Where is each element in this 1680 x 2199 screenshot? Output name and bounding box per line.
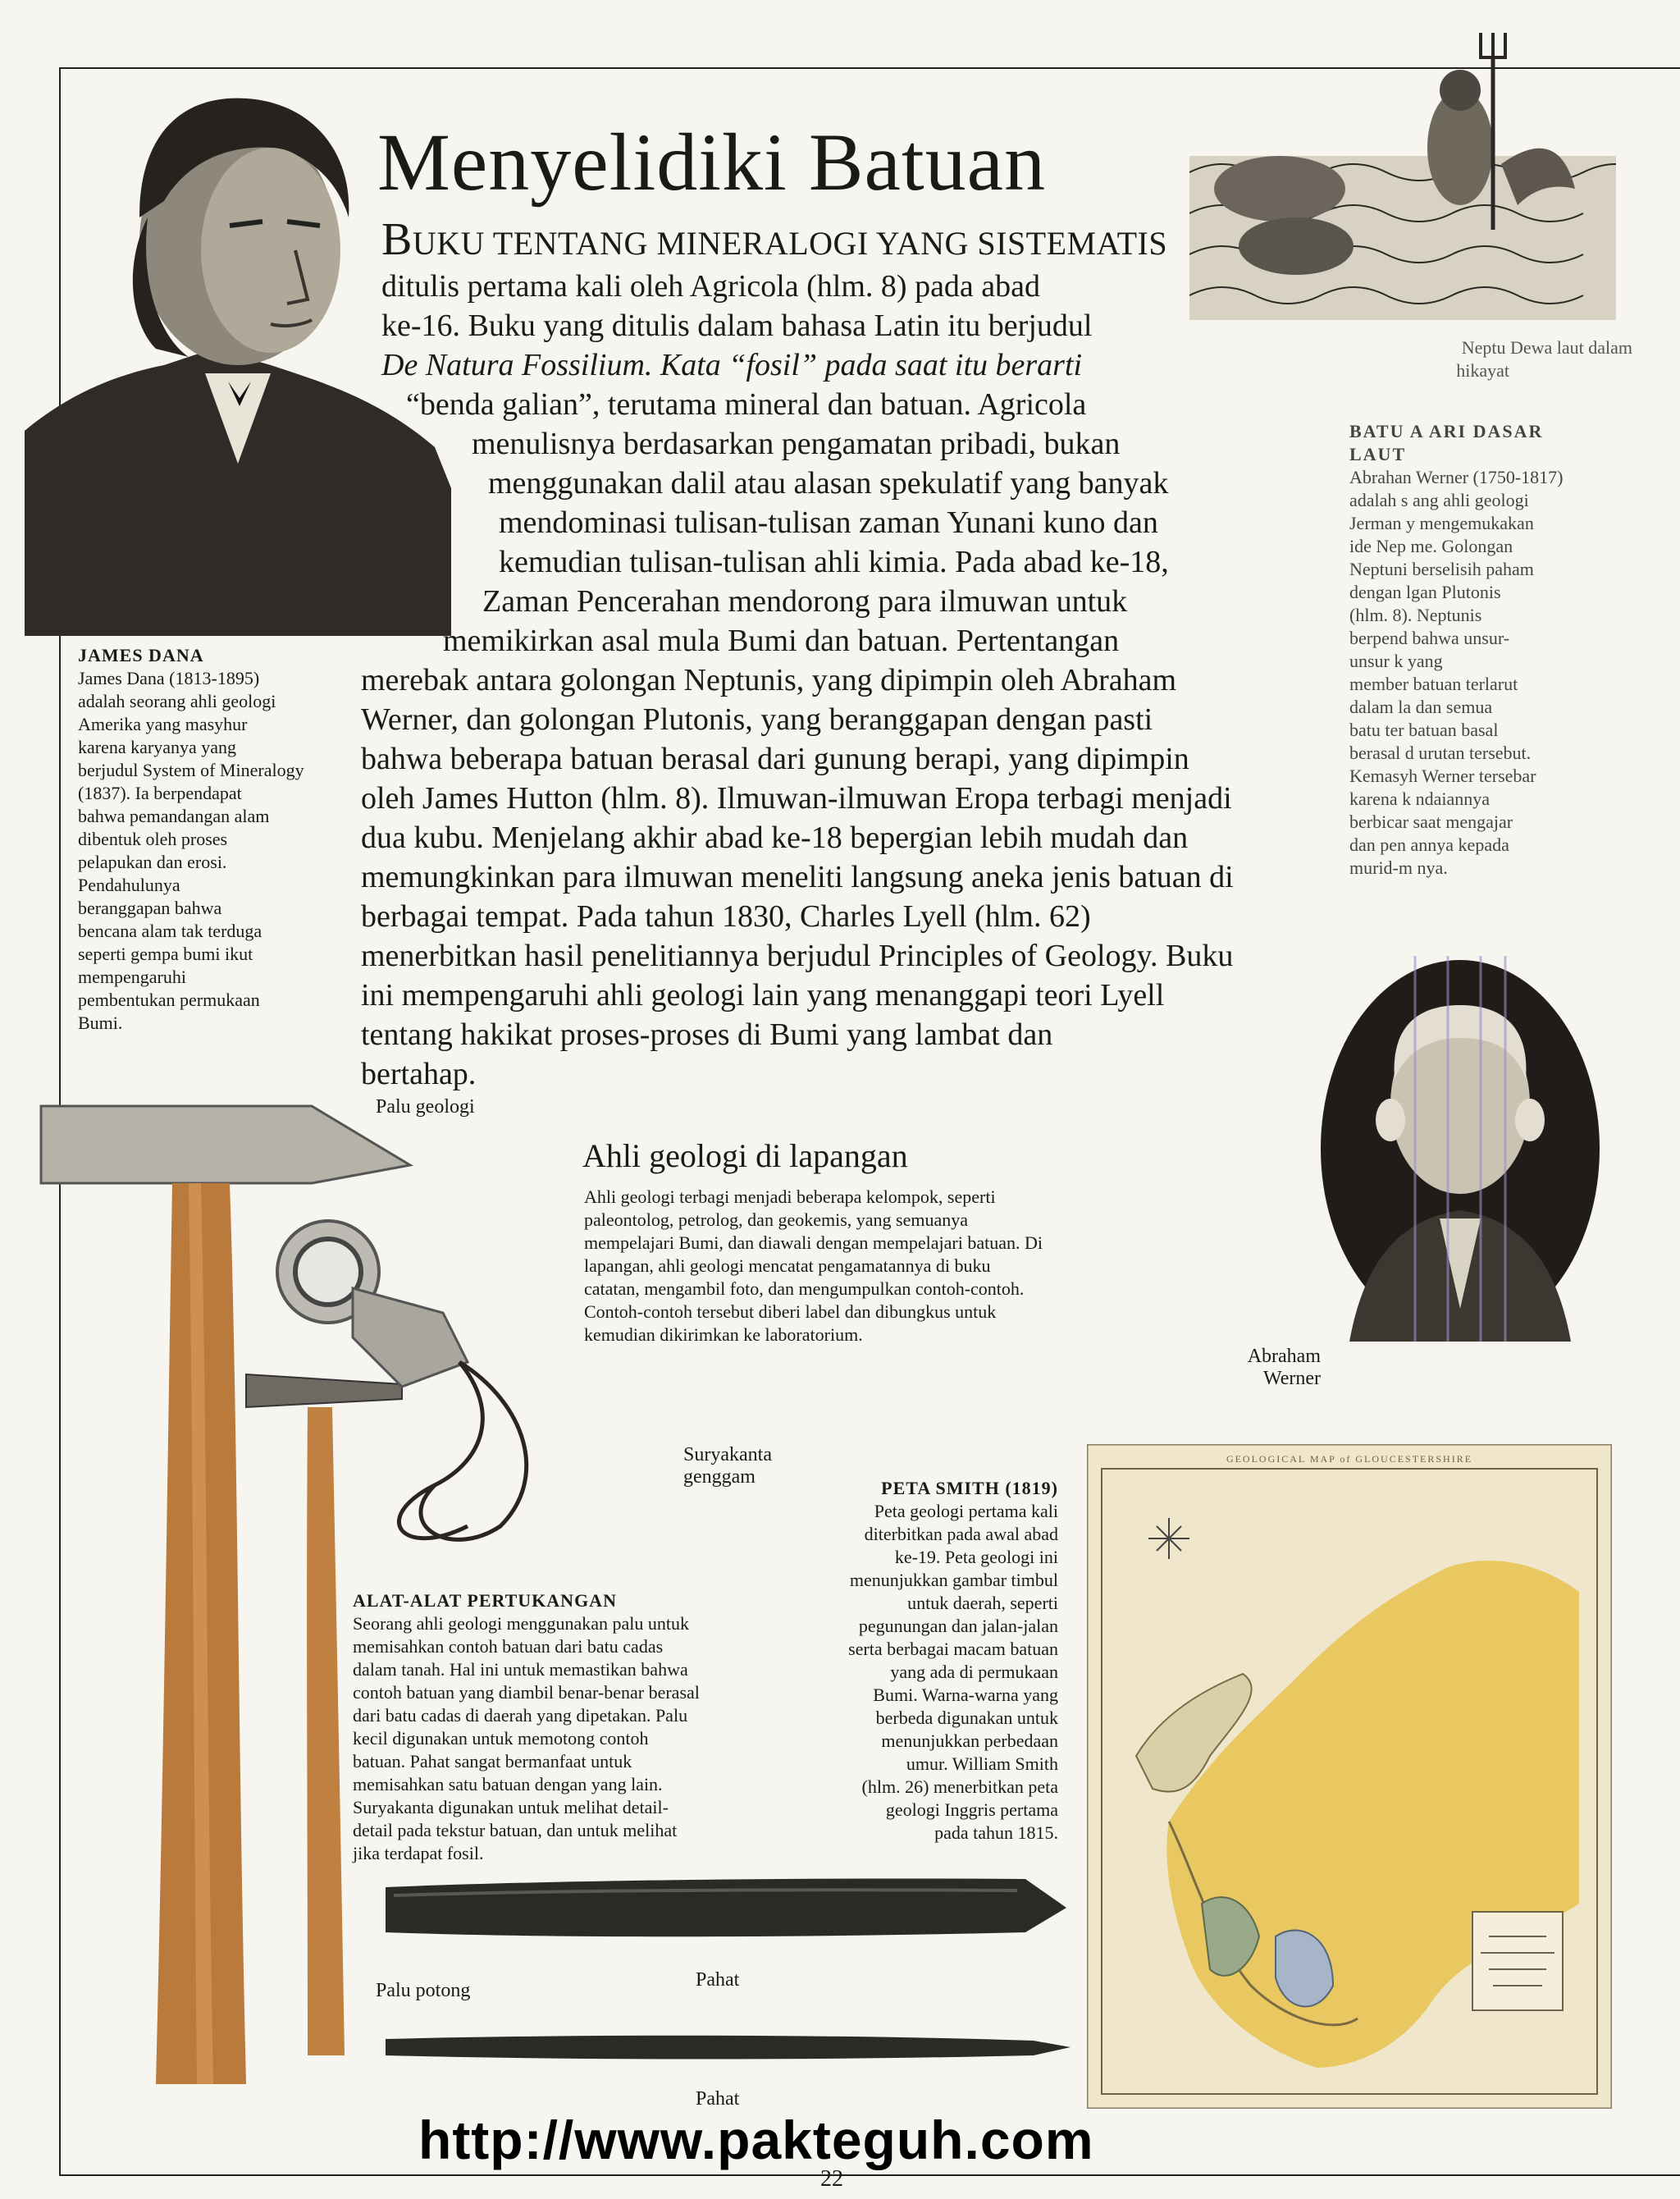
werner-label-line: Abraham: [1247, 1346, 1321, 1367]
intro-line-15: memungkinkan para ilmuwan meneliti langsung aneka jenis batuan di: [361, 860, 1234, 894]
intro-line-16: berbagai tempat. Pada tahun 1830, Charles Lyell (hlm. 62): [361, 899, 1091, 934]
suryakanta-label-line: genggam: [683, 1466, 756, 1488]
chisel-top: [377, 1863, 1075, 1953]
neptune-engraving: [1189, 25, 1616, 328]
batuan-laut-line: adalah s ang ahli geologi: [1349, 490, 1529, 510]
batuan-laut-line: murid-m nya.: [1349, 857, 1448, 878]
peta-line: berbeda digunakan untuk: [875, 1708, 1058, 1728]
batuan-laut-line: berpend bahwa unsur-: [1349, 628, 1510, 648]
intro-line-12: bahwa beberapa batuan berasal dari gunung berapi, yang dipimpin: [361, 742, 1189, 776]
intro-line-13: oleh James Hutton (hlm. 8). Ilmuwan-ilmuwan Eropa terbagi menjadi: [361, 781, 1232, 816]
peta-line: untuk daerah, seperti: [907, 1593, 1058, 1613]
watermark-url: http://www.pakteguh.com: [418, 2110, 1094, 2170]
batuan-laut-line: member batuan terlarut: [1349, 674, 1518, 694]
neptune-caption-line: Neptu Dewa laut dalam: [1461, 337, 1632, 358]
batuan-laut-line: (hlm. 8). Neptunis: [1349, 605, 1482, 625]
intro-line-2: De Natura Fossilium. Kata “fosil” pada saat itu berarti: [381, 348, 1083, 382]
batuan-laut-heading: BATU A ARI DASAR: [1349, 421, 1544, 441]
alat-line: Seorang ahli geologi menggunakan palu untuk: [353, 1613, 689, 1634]
peta-line: diterbitkan pada awal abad: [864, 1524, 1058, 1544]
alat-line: jika terdapat fosil.: [353, 1843, 484, 1863]
smith-geological-map: [1087, 1444, 1612, 2109]
intro-line-11: Werner, dan golongan Plutonis, yang beranggapan dengan pasti: [361, 702, 1153, 737]
chisel-bottom: [377, 2023, 1075, 2072]
lapangan-line: paleontolog, petrolog, dan geokemis, yang semuanya: [584, 1209, 968, 1230]
james-dana-line: bahwa pemandangan alam: [78, 806, 270, 826]
alat-line: contoh batuan yang diambil benar-benar berasal: [353, 1682, 700, 1703]
intro-line-3: “benda galian”, terutama mineral dan batuan. Agricola: [406, 387, 1087, 422]
batuan-laut-line: ide Nep me. Golongan: [1349, 536, 1513, 556]
lapangan-line: Contoh-contoh tersebut diberi label dan dibungkus untuk: [584, 1301, 997, 1322]
intro-lead-text: UKU TENTANG MINERALOGI YANG SISTEMATIS: [412, 225, 1168, 262]
batuan-laut-line: berbicar saat mengajar: [1349, 811, 1513, 832]
peta-line: yang ada di permukaan: [890, 1662, 1058, 1682]
peta-line: serta berbagai macam batuan: [848, 1639, 1058, 1659]
james-dana-heading: JAMES DANA: [78, 645, 204, 665]
alat-line: memisahkan contoh batuan dari batu cadas: [353, 1636, 664, 1657]
james-dana-line: bencana alam tak terduga: [78, 921, 262, 941]
peta-line: Bumi. Warna-warna yang: [873, 1685, 1058, 1705]
alat-line: kecil digunakan untuk memotong contoh: [353, 1728, 649, 1749]
batuan-laut-line: berasal d urutan tersebut.: [1349, 743, 1532, 763]
drop-cap: B: [381, 214, 413, 265]
intro-line-17: menerbitkan hasil penelitiannya berjudul Principles of Geology. Buku: [361, 939, 1234, 973]
intro-line-6: mendominasi tulisan-tulisan zaman Yunani kuno dan: [499, 505, 1158, 540]
lapangan-heading: Ahli geologi di lapangan: [582, 1137, 908, 1174]
james-dana-line: mempengaruhi: [78, 967, 186, 987]
suryakanta-label: [683, 1444, 772, 1488]
james-dana-line: karena karyanya yang: [78, 737, 237, 757]
peta-line: ke-19. Peta geologi ini: [894, 1547, 1058, 1567]
peta-line: menunjukkan gambar timbul: [849, 1570, 1058, 1590]
palu-potong-label: Palu potong: [376, 1980, 471, 2001]
batuan-laut-line: dalam la dan semua: [1349, 697, 1493, 717]
batuan-laut-line: unsur k yang: [1349, 651, 1443, 671]
alat-line: dalam tanah. Hal ini untuk memastikan bahwa: [353, 1659, 688, 1680]
map-title: GEOLOGICAL MAP of GLOUCESTERSHIRE: [1226, 1453, 1473, 1465]
abraham-werner-portrait: [1317, 956, 1604, 1342]
intro-line-20: bertahap.: [361, 1057, 477, 1091]
lapangan-line: Ahli geologi terbagi menjadi beberapa kelompok, seperti: [584, 1186, 996, 1207]
pahat-label-1: Pahat: [696, 1969, 740, 1991]
peta-line: Peta geologi pertama kali: [874, 1501, 1058, 1521]
pahat-label-2: Pahat: [696, 2088, 740, 2110]
peta-caption: [788, 1477, 1058, 1845]
lapangan-line: kemudian dikirimkan ke laboratorium.: [584, 1324, 863, 1345]
alat-line: batuan. Pahat sangat bermanfaat untuk: [353, 1751, 632, 1772]
intro-line-8: Zaman Pencerahan mendorong para ilmuwan untuk: [482, 584, 1128, 619]
alat-line: dari batu cadas di daerah yang dipetakan. Palu: [353, 1705, 688, 1726]
hand-lens: [254, 1214, 566, 1559]
batuan-laut-line: Jerman y mengemukakan: [1349, 513, 1534, 533]
intro-line-14: dua kubu. Menjelang akhir abad ke-18 bepergian lebih mudah dan: [361, 821, 1189, 855]
intro-line-4: menulisnya berdasarkan pengamatan pribadi, bukan: [472, 427, 1121, 461]
intro-line-0: ditulis pertama kali oleh Agricola (hlm. 8) pada abad: [381, 269, 1041, 304]
neptune-caption-line: hikayat: [1456, 360, 1509, 381]
alat-line: detail pada tekstur batuan, dan untuk melihat: [353, 1820, 678, 1840]
alat-line: memisahkan satu batuan dengan yang lain.: [353, 1774, 663, 1794]
james-dana-line: Bumi.: [78, 1013, 123, 1033]
james-dana-line: Amerika yang masyhur: [78, 714, 248, 734]
peta-line: pada tahun 1815.: [934, 1822, 1058, 1843]
intro-lead: [381, 214, 1168, 265]
alat-heading: ALAT-ALAT PERTUKANGAN: [353, 1590, 617, 1611]
batuan-laut-line: Kemasyh Werner tersebar: [1349, 766, 1536, 786]
intro-line-1: ke-16. Buku yang ditulis dalam bahasa Latin itu berjudul: [381, 309, 1093, 343]
alat-caption: [353, 1589, 779, 1865]
james-dana-line: (1837). Ia berpendapat: [78, 783, 242, 803]
batuan-laut-line: dengan lgan Plutonis: [1349, 582, 1501, 602]
neptune-caption: [1304, 336, 1632, 382]
alat-line: Suryakanta digunakan untuk melihat detail-: [353, 1797, 669, 1817]
james-dana-line: dibentuk oleh proses: [78, 829, 228, 849]
batuan-laut-line: dan pen annya kepada: [1349, 834, 1509, 855]
james-dana-line: beranggapan bahwa: [78, 898, 222, 918]
peta-line: menunjukkan perbedaan: [881, 1730, 1058, 1751]
james-dana-caption: [78, 644, 349, 1035]
frame-bottom-rule: [59, 2174, 1680, 2176]
palu-geologi-label: Palu geologi: [376, 1096, 475, 1118]
batuan-laut-line: batu ter batuan basal: [1349, 720, 1499, 740]
james-dana-line: seperti gempa bumi ikut: [78, 944, 253, 964]
peta-line: pegunungan dan jalan-jalan: [858, 1616, 1058, 1636]
intro-line-7: kemudian tulisan-tulisan ahli kimia. Pada abad ke-18,: [499, 545, 1169, 579]
peta-heading: PETA SMITH (1819): [881, 1478, 1058, 1498]
peta-line: geologi Inggris pertama: [885, 1799, 1058, 1820]
james-dana-line: James Dana (1813-1895): [78, 668, 260, 688]
lapangan-line: catatan, mengambil foto, dan mengumpulkan contoh-contoh.: [584, 1278, 1025, 1299]
peta-line: (hlm. 26) menerbitkan peta: [861, 1776, 1058, 1797]
james-dana-line: Pendahulunya: [78, 875, 180, 895]
james-dana-line: berjudul System of Mineralogy: [78, 760, 304, 780]
james-dana-line: pelapukan dan erosi.: [78, 852, 227, 872]
james-dana-line: pembentukan permukaan: [78, 990, 260, 1010]
lapangan-text: [584, 1186, 1158, 1346]
batuan-laut-line: Abrahan Werner (1750-1817): [1349, 467, 1564, 487]
werner-label: [1214, 1346, 1321, 1390]
james-dana-line: adalah seorang ahli geologi: [78, 691, 276, 711]
peta-line: umur. William Smith: [906, 1753, 1058, 1774]
batuan-laut-line: karena k ndaiannya: [1349, 789, 1491, 809]
intro-line-10: merebak antara golongan Neptunis, yang dipimpin oleh Abraham: [361, 663, 1177, 697]
werner-label-line: Werner: [1262, 1368, 1321, 1389]
page-title: Menyelidiki Batuan: [377, 117, 1047, 208]
intro-line-9: memikirkan asal mula Bumi dan batuan. Pertentangan: [443, 624, 1120, 658]
lapangan-line: lapangan, ahli geologi mencatat pengamatannya di buku: [584, 1255, 991, 1276]
batuan-laut-heading: LAUT: [1349, 444, 1407, 464]
suryakanta-label-line: Suryakanta: [683, 1444, 772, 1465]
intro-line-5: menggunakan dalil atau alasan spekulatif yang banyak: [488, 466, 1169, 501]
page-number: 22: [820, 2166, 843, 2192]
lapangan-line: mempelajari Bumi, dan diawali dengan mempelajari batuan. Di: [584, 1232, 1043, 1253]
batuan-laut-caption: [1349, 420, 1628, 880]
intro-line-19: tentang hakikat proses-proses di Bumi yang lambat dan: [361, 1017, 1053, 1052]
batuan-laut-line: Neptuni berselisih paham: [1349, 559, 1534, 579]
intro-line-18: ini mempengaruhi ahli geologi lain yang menanggapi teori Lyell: [361, 978, 1165, 1013]
